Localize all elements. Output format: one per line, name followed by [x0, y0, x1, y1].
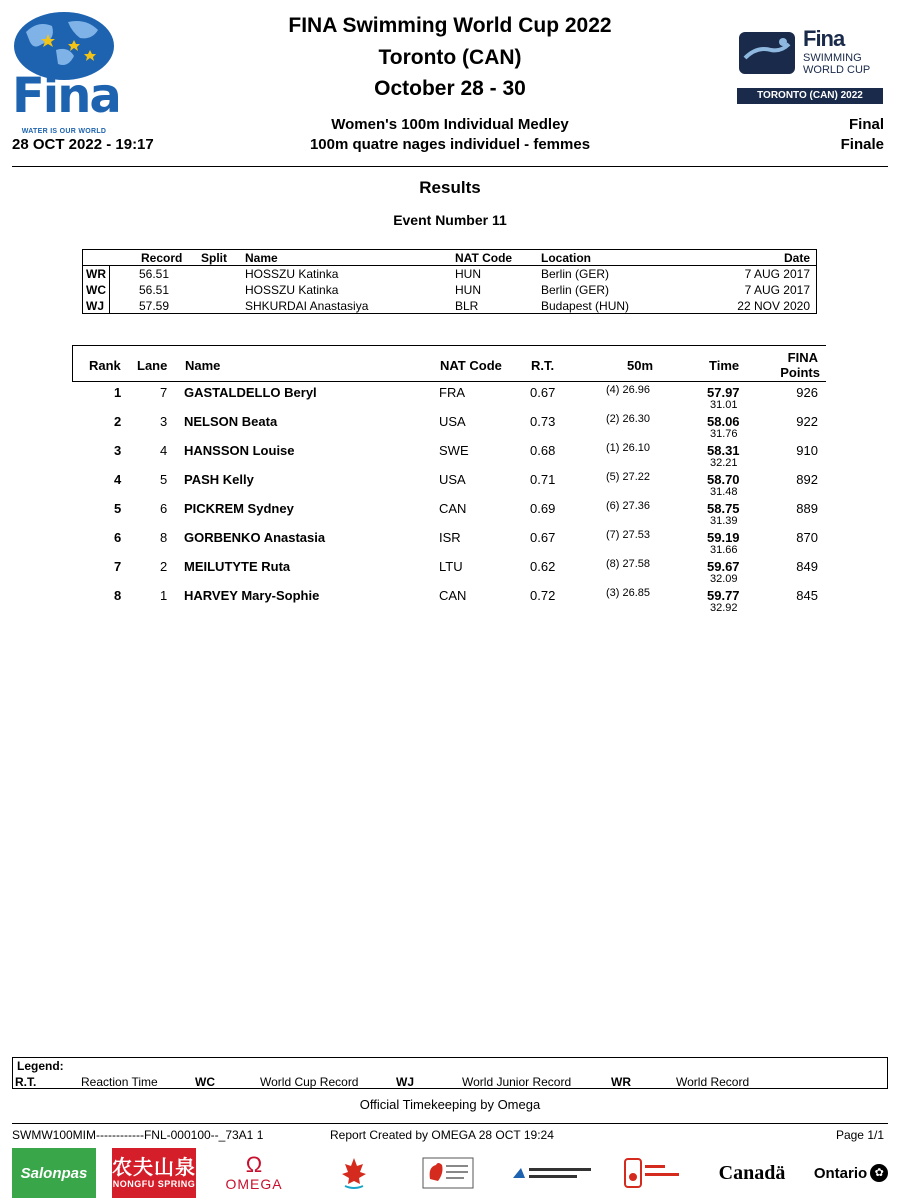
result-nat: CAN [439, 588, 467, 603]
result-row [72, 586, 826, 615]
result-lane: 3 [160, 414, 168, 429]
record-holder: HOSSZU Katinka [245, 283, 339, 297]
page-number: Page 1/1 [835, 1128, 884, 1142]
record-location: Berlin (GER) [541, 283, 610, 297]
event-number: Event Number 11 [393, 212, 507, 228]
result-subsplit: 31.66 [710, 544, 738, 556]
legend-desc: World Junior Record [462, 1075, 572, 1089]
event-name-en: Women's 100m Individual Medley [331, 116, 569, 133]
result-rank: 3 [114, 443, 122, 458]
result-rank: 5 [114, 501, 122, 516]
world-cup-logo [737, 24, 883, 106]
records-table [82, 249, 817, 314]
result-time: 58.31 [707, 443, 740, 458]
result-points: 910 [796, 443, 818, 458]
result-lane: 7 [160, 385, 168, 400]
result-subsplit: 31.01 [710, 399, 738, 411]
record-nat: BLR [455, 299, 479, 313]
section-title: Results [419, 178, 481, 197]
result-name: GASTALDELLO Beryl [184, 385, 317, 400]
result-split: (3) 26.85 [606, 587, 651, 599]
ontario-name: Ontario [813, 1164, 868, 1182]
fina-logo [12, 10, 120, 135]
phase-fr: Finale [840, 136, 884, 153]
result-rt: 0.73 [530, 414, 556, 429]
chicken-farmers-logo-icon [420, 1148, 476, 1198]
result-nat: FRA [439, 385, 465, 400]
result-lane: 6 [160, 501, 168, 516]
result-rank: 6 [114, 530, 122, 545]
nongfu-en: NONGFU SPRING [112, 1179, 196, 1189]
result-rank: 4 [114, 472, 122, 487]
result-rt: 0.69 [530, 501, 556, 516]
col-points-1: FINA [787, 350, 818, 365]
result-lane: 5 [160, 472, 168, 487]
result-row [72, 412, 826, 441]
record-code: WR [86, 267, 106, 281]
record-date: 7 AUG 2017 [744, 283, 810, 297]
result-time: 58.70 [707, 472, 740, 487]
result-time: 58.75 [707, 501, 740, 516]
col-lane: Lane [137, 358, 168, 373]
col-date: Date [783, 251, 810, 265]
record-row [83, 266, 816, 282]
report-created: Report Created by OMEGA 28 OCT 19:24 [330, 1128, 554, 1142]
result-rank: 8 [114, 588, 122, 603]
result-split: (8) 27.58 [606, 558, 651, 570]
col-time: Time [709, 358, 740, 373]
result-subsplit: 31.48 [710, 486, 738, 498]
result-rt: 0.62 [530, 559, 556, 574]
result-points: 870 [796, 530, 818, 545]
result-rt: 0.71 [530, 472, 556, 487]
result-nat: SWE [439, 443, 469, 458]
record-date: 22 NOV 2020 [737, 299, 810, 313]
result-time: 59.77 [707, 588, 740, 603]
result-points: 892 [796, 472, 818, 487]
result-subsplit: 32.92 [710, 602, 738, 614]
legend-desc: World Record [676, 1075, 750, 1089]
legend-title: Legend: [17, 1059, 64, 1073]
legend-desc: Reaction Time [81, 1075, 158, 1089]
record-location: Budapest (HUN) [541, 299, 630, 313]
col-points-2: Points [780, 365, 820, 380]
result-rank: 2 [114, 414, 122, 429]
wc-logo-band: TORONTO (CAN) 2022 [737, 88, 883, 104]
result-points: 926 [796, 385, 818, 400]
result-split: (5) 27.22 [606, 471, 651, 483]
result-split: (2) 26.30 [606, 413, 651, 425]
sponsor-nongfu [112, 1148, 196, 1198]
result-time: 59.67 [707, 559, 740, 574]
legend-desc: World Cup Record [260, 1075, 359, 1089]
col-split: Split [201, 251, 227, 265]
result-lane: 2 [160, 559, 168, 574]
omega-icon: Ω [245, 1152, 263, 1177]
col-nat: NAT Code [440, 358, 502, 373]
competition-title: FINA Swimming World Cup 2022 [288, 14, 612, 37]
result-row [72, 383, 826, 412]
result-time: 59.19 [707, 530, 740, 545]
result-rt: 0.67 [530, 530, 556, 545]
result-lane: 4 [160, 443, 168, 458]
result-name: HANSSON Louise [184, 443, 295, 458]
sponsor-salonpas: Salonpas [12, 1148, 96, 1198]
wc-logo-line1: SWIMMING [803, 52, 862, 64]
sponsor-canada: Canadä [718, 1161, 786, 1184]
footer-divider [12, 1123, 888, 1124]
record-nat: HUN [455, 267, 481, 281]
omega-name: OMEGA [225, 1176, 283, 1192]
col-name: Name [245, 251, 278, 265]
competition-city: Toronto (CAN) [378, 46, 522, 69]
wc-logo-fina: Fina [803, 26, 845, 51]
result-name: GORBENKO Anastasia [184, 530, 326, 545]
pan-am-centre-logo-icon [510, 1148, 596, 1198]
legend-box [12, 1057, 888, 1089]
event-name-fr: 100m quatre nages individuel - femmes [309, 136, 591, 153]
record-location: Berlin (GER) [541, 267, 610, 281]
result-lane: 1 [160, 588, 168, 603]
result-name: PASH Kelly [184, 472, 254, 487]
header-divider [12, 166, 888, 167]
results-header [72, 345, 826, 382]
result-points: 889 [796, 501, 818, 516]
result-rt: 0.67 [530, 385, 556, 400]
legend-code: WJ [396, 1075, 414, 1089]
result-split: (6) 27.36 [606, 500, 651, 512]
col-rt: R.T. [531, 358, 555, 373]
result-points: 849 [796, 559, 818, 574]
wc-logo-text [803, 52, 870, 76]
report-code: SWMW100MIM------------FNL-000100--_73A1 1 [12, 1128, 264, 1142]
record-row [83, 282, 816, 298]
result-nat: USA [439, 414, 466, 429]
col-record: Record [141, 251, 183, 265]
result-split: (7) 27.53 [606, 529, 651, 541]
record-code: WJ [86, 299, 104, 313]
record-code: WC [86, 283, 106, 297]
result-rank: 1 [114, 385, 122, 400]
timekeeping-note: Official Timekeeping by Omega [359, 1097, 541, 1112]
record-date: 7 AUG 2017 [744, 267, 810, 281]
result-row [72, 557, 826, 586]
col-name: Name [185, 358, 221, 373]
result-name: NELSON Beata [184, 414, 278, 429]
result-nat: ISR [439, 530, 461, 545]
result-subsplit: 32.09 [710, 573, 738, 585]
result-nat: LTU [439, 559, 463, 574]
result-nat: CAN [439, 501, 467, 516]
result-subsplit: 31.76 [710, 428, 738, 440]
report-timestamp: 28 OCT 2022 - 19:17 [12, 136, 154, 153]
record-time: 57.59 [139, 299, 170, 313]
result-row [72, 470, 826, 499]
result-points: 845 [796, 588, 818, 603]
col-rank: Rank [89, 358, 121, 373]
result-name: PICKREM Sydney [184, 501, 294, 516]
fina-tagline: WATER IS OUR WORLD [21, 128, 107, 135]
record-row [83, 298, 816, 314]
result-lane: 8 [160, 530, 168, 545]
legend-code: WC [195, 1075, 215, 1089]
record-holder: HOSSZU Katinka [245, 267, 339, 281]
legend-code: R.T. [15, 1075, 37, 1089]
phase-en: Final [848, 116, 884, 133]
result-nat: USA [439, 472, 466, 487]
record-time: 56.51 [139, 267, 170, 281]
legend-code: WR [611, 1075, 631, 1089]
wc-logo-line2: WORLD CUP [803, 64, 871, 76]
competition-dates: October 28 - 30 [374, 77, 526, 100]
result-time: 58.06 [707, 414, 740, 429]
record-holder: SHKURDAI Anastasiya [245, 299, 369, 313]
result-time: 57.97 [707, 385, 740, 400]
sponsor-ontario [810, 1148, 892, 1198]
result-split: (1) 26.10 [606, 442, 651, 454]
record-nat: HUN [455, 283, 481, 297]
col-location: Location [541, 251, 591, 265]
result-rt: 0.72 [530, 588, 556, 603]
result-row [72, 441, 826, 470]
result-name: HARVEY Mary-Sophie [184, 588, 320, 603]
trillium-icon: ✿ [870, 1164, 888, 1182]
result-row [72, 528, 826, 557]
result-row [72, 499, 826, 528]
records-header [83, 250, 816, 266]
result-rank: 7 [114, 559, 122, 574]
record-time: 56.51 [139, 283, 170, 297]
result-rt: 0.68 [530, 443, 556, 458]
nongfu-cn: 农夫山泉 [112, 1157, 196, 1179]
result-subsplit: 32.21 [710, 457, 738, 469]
col-split: 50m [627, 358, 654, 373]
result-split: (4) 26.96 [606, 384, 651, 396]
swim-ontario-logo-icon [622, 1148, 684, 1198]
fina-wordmark: Fina [12, 68, 120, 124]
maple-leaf-icon [334, 1148, 374, 1198]
col-nat: NAT Code [455, 251, 513, 265]
swimmer-icon [737, 28, 797, 78]
result-points: 922 [796, 414, 818, 429]
sponsor-omega [214, 1148, 294, 1198]
result-name: MEILUTYTE Ruta [184, 559, 291, 574]
result-subsplit: 31.39 [710, 515, 738, 527]
